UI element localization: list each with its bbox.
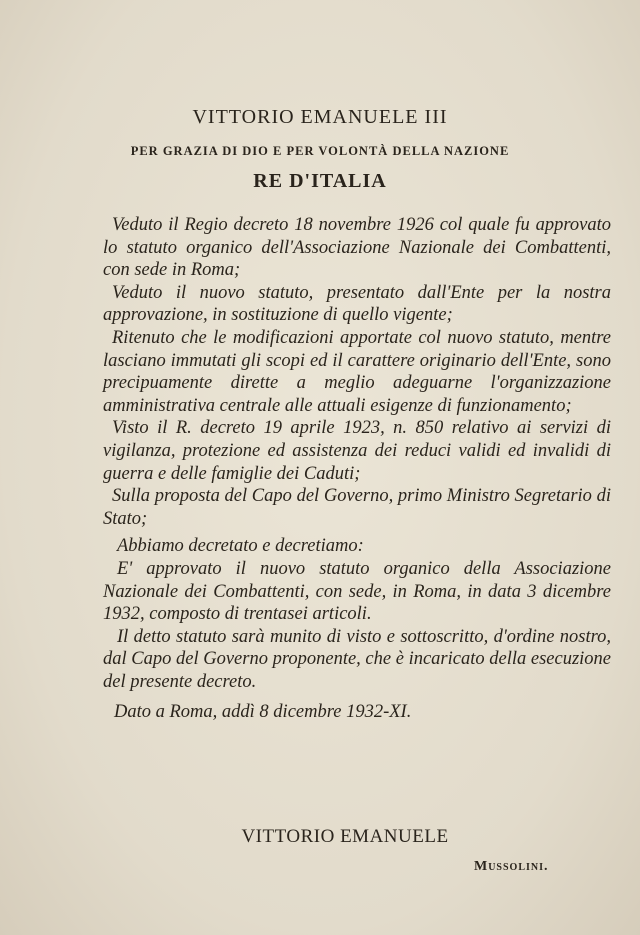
grace-formula: PER GRAZIA DI DIO E PER VOLONTÀ DELLA NAZIONE	[130, 144, 510, 158]
countersignature: Mussolini.	[474, 859, 549, 874]
royal-signature	[0, 826, 640, 848]
preamble-paragraph: Veduto il Regio decreto 18 novembre 1926 col quale fu approvato lo statuto organico dell'Associazione Nazionale dei Combattenti, con sede in Roma;	[103, 215, 611, 281]
article-paragraph: E' approvato il nuovo statuto organico della Associazione Nazionale dei Combattenti, con sede, in Roma, in data 3 dicembre 1932, composto di trentasei articoli.	[103, 558, 611, 625]
preamble-paragraph: Sulla proposta del Capo del Governo, primo Ministro Segretario di Stato;	[103, 486, 611, 529]
signature-text: VITTORIO EMANUELE	[241, 826, 449, 847]
decree-body	[103, 214, 611, 724]
page-title: RE D'ITALIA	[253, 170, 387, 192]
decree-formula: Abbiamo decretato e decretiamo:	[117, 536, 364, 557]
preamble-paragraph: Veduto il nuovo statuto, presentato dall'Ente per la nostra approvazione, in sostituzione di quello vigente;	[103, 282, 611, 326]
dated-line: Dato a Roma, addì 8 dicembre 1932-XI.	[114, 702, 412, 723]
preamble-paragraph: Ritenuto che le modificazioni apportate col nuovo statuto, mentre lasciano immutati gli scopi ed il carattere originario dell'Ente, sono precipuamente dirette a meglio adeguarne l'organizzazione amministrativa centrale alle attuali esigenze di funzionamento;	[103, 327, 611, 416]
preamble-paragraph: Visto il R. decreto 19 aprile 1923, n. 850 relativo ai servizi di vigilanza, protezione ed assistenza dei reduci validi ed invalidi di guerra e delle famiglie dei Caduti;	[103, 418, 611, 484]
sovereign-name: VITTORIO EMANUELE III	[192, 106, 448, 128]
article-paragraph: Il detto statuto sarà munito di visto e sottoscritto, d'ordine nostro, dal Capo del Governo proponente, che è incaricato della esecuzione del presente decreto.	[103, 626, 611, 692]
